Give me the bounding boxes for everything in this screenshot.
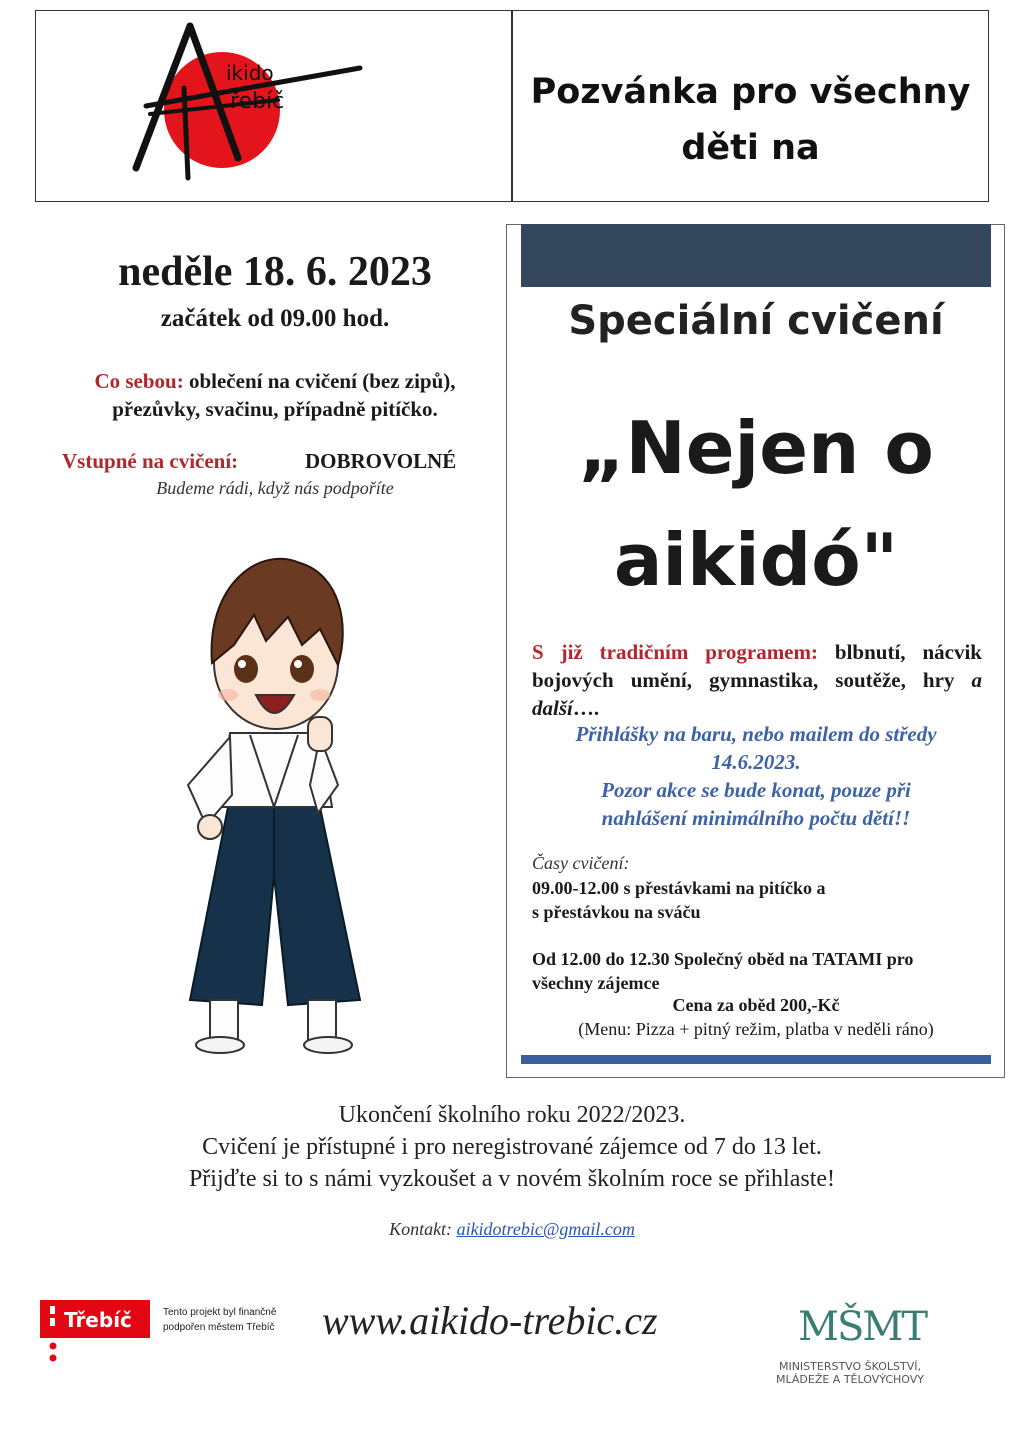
lunch-menu: (Menu: Pizza + pitný režim, platba v neděli ráno) — [578, 1019, 934, 1039]
svg-text:řebíč: řebíč — [230, 89, 285, 114]
bring-info: Co sebou: oblečení na cvičení (bez zipů), přezůvky, svačinu, případně pitíčko. — [94, 369, 456, 421]
fee-value: DOBROVOLNÉ — [305, 449, 457, 473]
contact: Kontakt: aikidotrebic@gmail.com — [389, 1219, 635, 1239]
invitation-heading: Pozvánka pro všechny děti na — [530, 72, 971, 168]
website-url: www.aikido-trebic.cz — [322, 1298, 658, 1343]
fee-label: Vstupné na cvičení: — [62, 449, 239, 473]
svg-text:Třebíč: Třebíč — [64, 1308, 132, 1332]
trebic-logo — [40, 1300, 150, 1364]
support-note: Budeme rádi, když nás podpoříte — [156, 478, 394, 498]
event-date: neděle 18. 6. 2023 — [118, 249, 432, 295]
header-divider — [511, 10, 513, 202]
panel-subtitle: Speciální cvičení — [568, 298, 944, 344]
contact-email-link[interactable]: aikidotrebic@gmail.com — [456, 1219, 635, 1239]
svg-text:MINISTERSTVO ŠKOLSTVÍ,: MINISTERSTVO ŠKOLSTVÍ, — [778, 1360, 922, 1373]
aikido-kid-illustration — [170, 545, 390, 1060]
lunch-info: Od 12.00 do 12.30 Společný oběd na TATAMI pro všechny zájemce — [532, 949, 914, 993]
bring-label: Co sebou: — [94, 369, 184, 393]
aikido-logo — [128, 18, 368, 188]
panel-bottom-bar — [521, 1055, 991, 1064]
program-label: S již tradičním programem: — [532, 640, 818, 664]
event-title: „Nejen o aikidó" — [578, 406, 934, 602]
svg-text:MLÁDEŽE A TĚLOVÝCHOVY: MLÁDEŽE A TĚLOVÝCHOVY — [776, 1373, 924, 1386]
times-label: Časy cvičení: — [532, 853, 630, 873]
svg-text:ikido: ikido — [226, 61, 274, 85]
panel-top-bar — [521, 224, 991, 287]
footer-text: Ukončení školního roku 2022/2023. Cvičení je přístupné i pro neregistrované zájemce od 7 do 13 let. Přijďte si to s námi vyzkoušet a v novém školním roce se přihlaste! — [188, 1102, 836, 1192]
svg-text:MŠMT: MŠMT — [798, 1304, 926, 1350]
program-description: S již tradičním programem: blbnutí, nácvik bojových umění, gymnastika, soutěže, hry a další…. — [532, 640, 982, 720]
trebic-note: Tento projekt byl finančně podpořen městem Třebíč — [163, 1307, 277, 1333]
signup-info: Přihlášky na baru, nebo mailem do středy 14.6.2023. Pozor akce se bude konat, pouze při nahlášení minimálního počtu dětí!! — [575, 722, 937, 830]
lunch-price: Cena za oběd 200,-Kč — [672, 995, 840, 1015]
msmt-logo — [748, 1288, 953, 1388]
times-info: 09.00-12.00 s přestávkami na pitíčko a s přestávkou na sváču — [532, 878, 826, 922]
start-time: začátek od 09.00 hod. — [160, 305, 390, 332]
